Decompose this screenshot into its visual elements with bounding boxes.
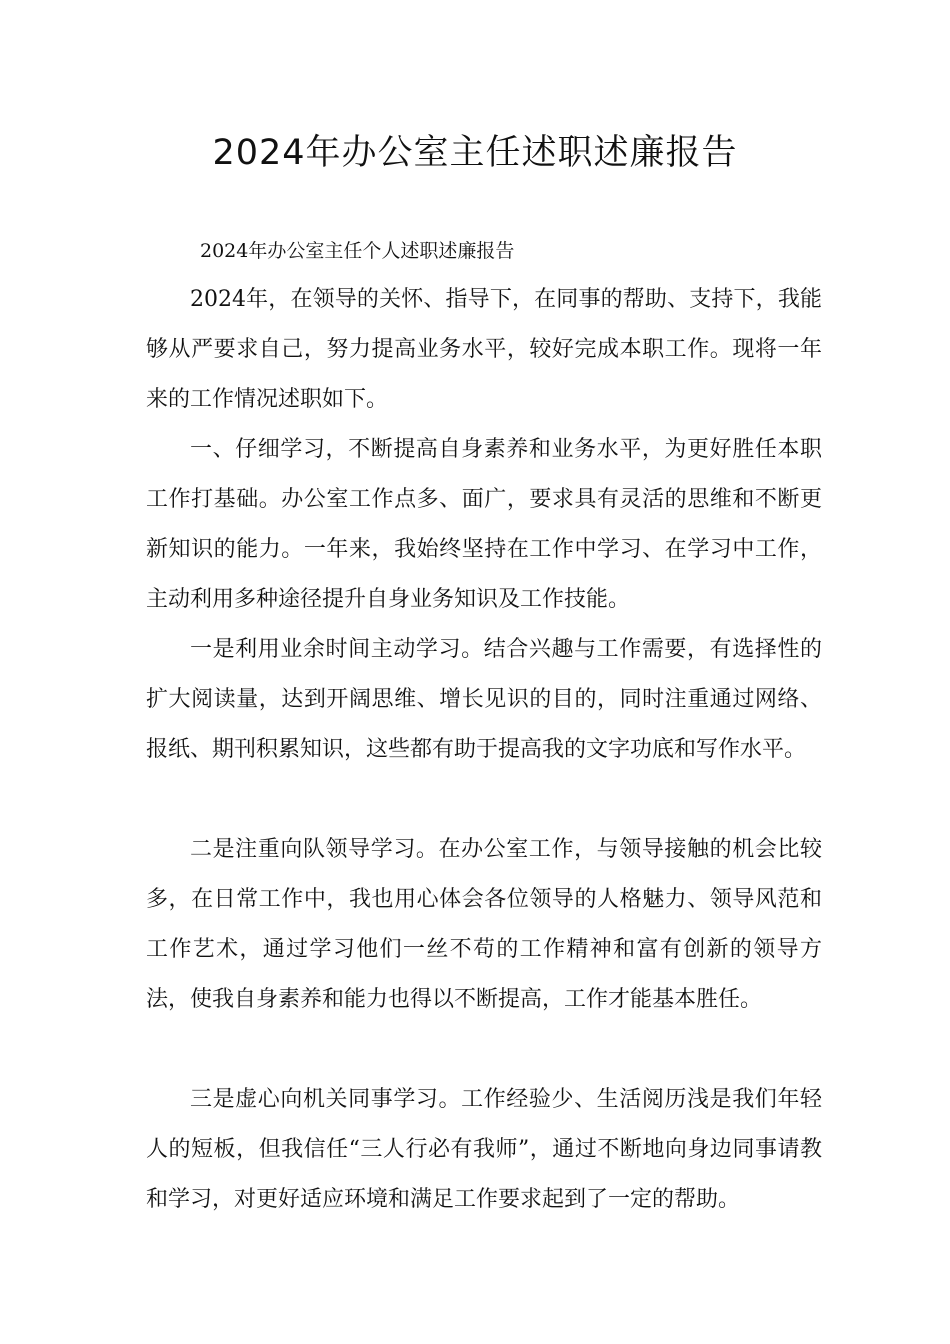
paragraph-point-three: 三是虚心向机关同事学习。工作经验少、生活阅历浅是我们年轻人的短板，但我信任“三人行必有我师”，通过不断地向身边同事请教和学习，对更好适应环境和满足工作要求起到了一定的帮助。	[146, 1087, 822, 1212]
paragraph-point-two: 二是注重向队领导学习。在办公室工作，与领导接触的机会比较多，在日常工作中，我也用心体会各位领导的人格魅力、领导风范和工作艺术，通过学习他们一丝不苟的工作精神和富有创新的领导方法，使我自身素养和能力也得以不断提高，工作才能基本胜任。	[146, 837, 822, 1012]
paragraph-point-one: 一是利用业余时间主动学习。结合兴趣与工作需要，有选择性的扩大阅读量，达到开阔思维、增长见识的目的，同时注重通过网络、报纸、期刊积累知识，这些都有助于提高我的文字功底和写作水平。	[146, 637, 822, 762]
paragraph-intro: 2024年，在领导的关怀、指导下，在同事的帮助、支持下，我能够从严要求自己，努力提高业务水平，较好完成本职工作。现将一年来的工作情况述职如下。	[146, 287, 822, 412]
document-title: 2024年办公室主任述职述廉报告	[212, 133, 738, 173]
paragraph-section-one: 一、仔细学习，不断提高自身素养和业务水平，为更好胜任本职工作打基础。办公室工作点多、面广，要求具有灵活的思维和不断更新知识的能力。一年来，我始终坚持在工作中学习、在学习中工作，主动利用多种途径提升自身业务知识及工作技能。	[146, 437, 822, 612]
document-subtitle: 2024年办公室主任个人述职述廉报告	[200, 240, 515, 262]
